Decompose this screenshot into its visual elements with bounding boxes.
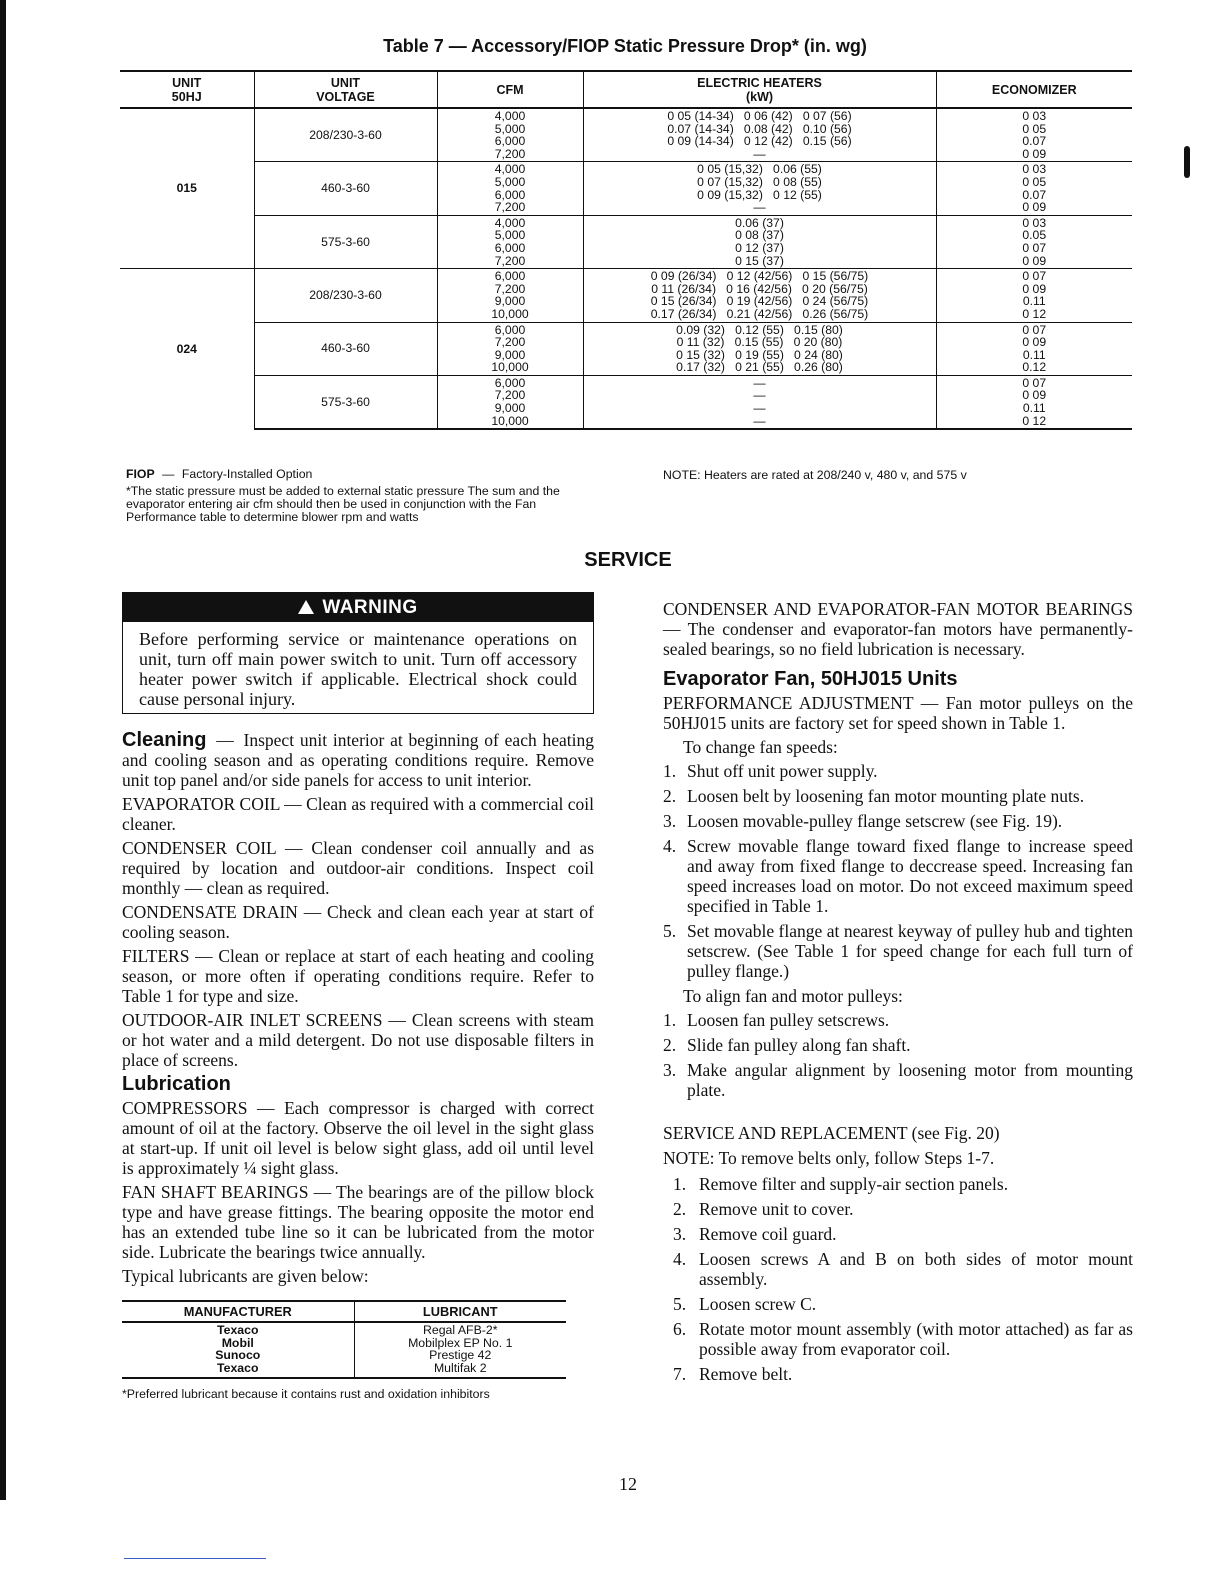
margin-mark — [1184, 146, 1190, 178]
table-row — [120, 269, 1132, 322]
align-step-number: 1. — [663, 1010, 677, 1030]
header-unit: UNIT 50HJ — [120, 71, 254, 108]
economizer-cell-line: 0 09 — [1022, 146, 1047, 161]
service-step-text: Loosen screw C. — [699, 1294, 817, 1314]
cleaning-item-label: CONDENSER COIL — [122, 838, 277, 858]
economizer-cell-line: 0.11 — [1022, 347, 1046, 362]
heaters-cell-line: — — [753, 146, 766, 161]
manufacturer-cell — [122, 1322, 354, 1378]
economizer-cell-line: 0 07 — [1022, 240, 1047, 255]
performance-paragraph: PERFORMANCE ADJUSTMENT — Fan motor pulleys on the 50HJ015 units are factory set for speed shown in Table 1. — [663, 693, 1134, 733]
heaters-cell-line: 0 12 (37) — [735, 240, 784, 255]
service-step-text: Remove filter and supply-air section panels. — [699, 1174, 1009, 1194]
cfm-cell-line: 9,000 — [494, 347, 526, 362]
table-row — [120, 162, 1132, 215]
cleaning-items — [122, 794, 594, 1070]
cfm-cell-line: 10,000 — [491, 413, 529, 428]
cfm-cell-line: 7,200 — [494, 388, 526, 403]
voltage-cell: 208/230-3-60 — [254, 108, 437, 162]
table-row — [120, 108, 1132, 162]
heaters-cell-line: — — [753, 388, 766, 403]
cfm-cell-line: 4,000 — [494, 215, 526, 230]
heaters-cell-line: 0 09 (26/34) 0 12 (42/56) 0 15 (56/75) — [650, 269, 869, 284]
lubrication-item-label: FAN SHAFT BEARINGS — [122, 1182, 309, 1202]
cfm-cell-line: 7,200 — [494, 200, 526, 215]
cfm-cell-line: 6,000 — [494, 322, 526, 337]
cfm-cell-line: 6,000 — [494, 269, 526, 284]
heaters-cell-line: 0.07 (14-34) 0.08 (42) 0.10 (56) — [667, 121, 852, 136]
economizer-cell — [936, 215, 1132, 268]
cleaning-item: CONDENSER COIL — Clean condenser coil annually and as required by location and outdoor-air conditions. Inspect coil monthly — clean as required. — [122, 838, 595, 898]
economizer-cell-line: 0 05 — [1022, 174, 1047, 189]
heaters-cell — [583, 162, 936, 215]
right-column — [663, 599, 1133, 1389]
align-step-text: Slide fan pulley along fan shaft. — [687, 1035, 911, 1055]
unit-model-cell: 024 — [120, 269, 254, 430]
align-intro: To align fan and motor pulleys: — [683, 986, 903, 1006]
change-step-number: 1. — [663, 761, 677, 781]
cleaning-item-label: EVAPORATOR COIL — [122, 794, 280, 814]
cfm-cell — [437, 269, 583, 322]
table7-title: Table 7 — Accessory/FIOP Static Pressure Drop* (in. wg) — [383, 36, 867, 56]
heaters-cell-line: 0 09 (14-34) 0 12 (42) 0.15 (56) — [667, 134, 852, 149]
voltage-cell: 208/230-3-60 — [254, 269, 437, 322]
cfm-cell-line: 10,000 — [491, 306, 529, 321]
service-step-number: 2. — [673, 1199, 687, 1219]
change-step — [663, 761, 1133, 781]
economizer-cell-line: 0 03 — [1022, 109, 1047, 123]
page-number: 12 — [619, 1474, 637, 1494]
change-step-text: Set movable flange at nearest keyway of pulley hub and tighten setscrew. (See Table 1 for speed change for each full turn of pulley flange.) — [687, 921, 1133, 981]
change-step — [663, 836, 1133, 916]
align-step-text: Make angular alignment by loosening motor from mounting plate. — [687, 1060, 1133, 1100]
economizer-cell — [936, 375, 1132, 429]
cfm-cell — [437, 375, 583, 429]
cfm-cell-line: 6,000 — [494, 375, 526, 390]
economizer-cell-line: 0 03 — [1022, 162, 1047, 177]
align-steps — [663, 1010, 1133, 1100]
cleaning-item-label: FILTERS — [122, 946, 190, 966]
heaters-cell-line: — — [753, 375, 766, 390]
lubrication-item-label: COMPRESSORS — [122, 1098, 248, 1118]
change-step-number: 5. — [663, 921, 677, 941]
lubricant-footnote: *Preferred lubricant because it contains rust and oxidation inhibitors — [122, 1387, 490, 1402]
cleaning-intro: Cleaning — Inspect unit interior at beginning of each heating and cooling season and as operating conditions require. Remove unit top panel and/or side panels for access to unit interior. — [122, 729, 594, 790]
heaters-cell — [583, 215, 936, 268]
heaters-cell — [583, 375, 936, 429]
cfm-cell-line: 6,000 — [494, 187, 526, 202]
heaters-cell-line: 0 15 (32) 0 19 (55) 0 24 (80) — [676, 347, 843, 362]
economizer-cell-line: 0 07 — [1022, 269, 1047, 284]
service-step — [663, 1224, 1133, 1244]
header-heaters: ELECTRIC HEATERS (kW) — [583, 71, 936, 108]
service-step — [663, 1174, 1133, 1194]
cfm-cell-line: 6,000 — [494, 240, 526, 255]
warning-triangle-icon — [298, 600, 314, 614]
heaters-cell-line: — — [753, 401, 766, 416]
manufacturer-name: Texaco — [217, 1360, 259, 1375]
cleaning-item: FILTERS — Clean or replace at start of each heating and cooling season, or more often if operating conditions require. Refer to Table 1 for type and size. — [122, 946, 595, 1006]
cleaning-item: OUTDOOR-AIR INLET SCREENS — Clean screens with steam or hot water and a mild detergent. Do not use disposable filters in place of screens. — [122, 1010, 594, 1070]
service-replacement-label: SERVICE AND REPLACEMENT (see Fig. 20) — [663, 1123, 1000, 1143]
economizer-cell — [936, 269, 1132, 322]
change-step-text: Screw movable flange toward fixed flange to increase speed and away from fixed flange to deccrease speed. Increasing fan speed increases load on motor. Do not exceed maximum speed specified in Table 1. — [687, 836, 1133, 916]
cfm-cell-line: 7,200 — [494, 281, 526, 296]
lubrication-items — [122, 1098, 594, 1262]
lubricant-cell — [354, 1322, 566, 1378]
warning-header — [123, 593, 593, 622]
service-step-text: Remove coil guard. — [699, 1224, 837, 1244]
fiop-text: Factory-Installed Option — [181, 467, 313, 481]
economizer-cell — [936, 162, 1132, 215]
change-step-number: 4. — [663, 836, 677, 856]
table-row — [120, 322, 1132, 375]
lubrication-item-text: The bearings are of the pillow block type and have grease fittings. The bearing opposite the motor end has an extended tube line so it can be lubricated from the motor side. Lubricate the bearings twice annually. — [122, 1182, 594, 1262]
heaters-cell — [583, 108, 936, 162]
table-row — [120, 375, 1132, 429]
align-step-number: 2. — [663, 1035, 677, 1055]
lubricant-name: Mobilplex EP No. 1 — [408, 1335, 513, 1350]
economizer-cell-line: 0.05 — [1022, 228, 1047, 243]
cfm-cell-line: 9,000 — [494, 401, 526, 416]
warning-title: WARNING — [322, 597, 418, 618]
cfm-cell-line: 5,000 — [494, 228, 526, 243]
service-step-number: 7. — [673, 1364, 687, 1384]
service-step — [663, 1319, 1133, 1359]
economizer-cell-line: 0.12 — [1022, 360, 1047, 375]
align-step-number: 3. — [663, 1060, 677, 1080]
cfm-cell-line: 7,200 — [494, 253, 526, 268]
table7-footnotes — [126, 468, 606, 524]
manufacturer-name: Mobil — [221, 1335, 254, 1350]
cfm-cell-line: 4,000 — [494, 109, 526, 123]
service-step-number: 5. — [673, 1294, 687, 1314]
voltage-cell: 575-3-60 — [254, 215, 437, 268]
cleaning-item-text: Clean condenser coil annually and as required by location and outdoor-air conditions. Inspect coil monthly — clean as required. — [122, 838, 595, 898]
change-step-text: Loosen belt by loosening fan motor mounting plate nuts. — [687, 786, 1085, 806]
voltage-cell: 460-3-60 — [254, 322, 437, 375]
evaporator-fan-heading: Evaporator Fan, 50HJ015 Units — [663, 668, 958, 690]
cfm-cell — [437, 108, 583, 162]
align-step-text: Loosen fan pulley setscrews. — [687, 1010, 890, 1030]
heaters-cell-line: 0 15 (26/34) 0 19 (42/56) 0 24 (56/75) — [650, 294, 869, 309]
binding-edge — [0, 0, 6, 1500]
economizer-cell-line: 0 12 — [1022, 413, 1047, 428]
heaters-cell-line: 0.17 (32) 0 21 (55) 0.26 (80) — [676, 360, 843, 375]
heaters-cell-line: 0.06 (37) — [735, 215, 784, 230]
cfm-cell — [437, 162, 583, 215]
service-replacement-note: NOTE: To remove belts only, follow Steps 1-7. — [663, 1148, 995, 1168]
header-economizer: ECONOMIZER — [936, 71, 1132, 108]
warning-box — [122, 592, 594, 714]
header-lubricant: LUBRICANT — [354, 1301, 566, 1322]
align-step — [663, 1060, 1133, 1100]
lubrication-item-text: Each compressor is charged with correct amount of oil at the factory. Observe the oil level in the sight glass at start-up. If unit oil level is below sight glass, add oil until level is approximately ¼ sight glass. — [122, 1098, 594, 1178]
manufacturer-name: Sunoco — [215, 1348, 261, 1363]
manufacturer-name: Texaco — [217, 1323, 259, 1338]
left-column — [122, 592, 594, 1404]
economizer-cell — [936, 108, 1132, 162]
service-step — [663, 1199, 1133, 1219]
change-step — [663, 786, 1133, 806]
change-step-number: 3. — [663, 811, 677, 831]
header-manufacturer: MANUFACTURER — [122, 1301, 354, 1322]
service-step-text: Remove unit to cover. — [699, 1199, 854, 1219]
cleaning-item-label: CONDENSATE DRAIN — [122, 902, 298, 922]
warning-text: Before performing service or maintenance operations on unit, turn off main power switch to unit. Turn off accessory heater power switch if applicable. Electrical shock could cause personal injury. — [139, 629, 577, 709]
change-step — [663, 811, 1133, 831]
economizer-cell-line: 0.11 — [1022, 294, 1046, 309]
change-step-text: Loosen movable-pulley flange setscrew (see Fig. 19). — [687, 811, 1063, 831]
heaters-cell-line: 0 11 (26/34) 0 16 (42/56) 0 20 (56/75) — [651, 281, 868, 296]
lubricant-name: Regal AFB-2* — [422, 1323, 498, 1338]
economizer-cell-line: 0 09 — [1022, 388, 1047, 403]
header-cfm: CFM — [437, 71, 583, 108]
header-voltage: UNIT VOLTAGE — [254, 71, 437, 108]
voltage-cell: 460-3-60 — [254, 162, 437, 215]
economizer-cell-line: 0 03 — [1022, 215, 1047, 230]
typical-lubricants-text: Typical lubricants are given below: — [122, 1266, 369, 1286]
cfm-cell-line: 5,000 — [494, 121, 526, 136]
cfm-cell-line: 4,000 — [494, 162, 526, 177]
economizer-cell-line: 0.07 — [1022, 187, 1047, 202]
change-step-number: 2. — [663, 786, 677, 806]
align-step — [663, 1010, 1133, 1030]
cleaning-item-label: OUTDOOR-AIR INLET SCREENS — [122, 1010, 383, 1030]
lubrication-heading: Lubrication — [122, 1073, 231, 1095]
cfm-cell — [437, 215, 583, 268]
change-speed-intro: To change fan speeds: — [683, 737, 838, 757]
heaters-cell-line: 0 05 (14-34) 0 06 (42) 0 07 (56) — [667, 109, 852, 123]
economizer-cell-line: 0 12 — [1022, 306, 1047, 321]
heaters-cell-line: 0 15 (37) — [735, 253, 784, 268]
change-step-text: Shut off unit power supply. — [687, 761, 878, 781]
voltage-cell: 575-3-60 — [254, 375, 437, 429]
service-step-text: Remove belt. — [699, 1364, 793, 1384]
heaters-cell-line: 0.17 (26/34) 0.21 (42/56) 0.26 (56/75) — [650, 306, 869, 321]
table7-footnote: *The static pressure must be added to external static pressure The sum and the evaporator entering air cfm should then be used in conjunction with the Fan Performance table to determine blower rpm and watts — [126, 484, 560, 524]
service-step-number: 1. — [673, 1174, 687, 1194]
fiop-label: FIOP — [126, 467, 155, 481]
cleaning-item: CONDENSATE DRAIN — Check and clean each year at start of cooling season. — [122, 902, 594, 942]
lubricant-name: Multifak 2 — [433, 1360, 487, 1375]
service-step-text: Rotate motor mount assembly (with motor attached) as far as possible away from evaporator coil. — [699, 1319, 1133, 1359]
heaters-cell — [583, 269, 936, 322]
heaters-cell-line: 0 08 (37) — [735, 228, 784, 243]
unit-model-cell: 015 — [176, 181, 197, 196]
lubricant-table — [122, 1300, 566, 1379]
change-speed-steps — [663, 761, 1133, 981]
heaters-cell-line: 0.09 (32) 0.12 (55) 0.15 (80) — [676, 322, 843, 337]
service-step-number: 6. — [673, 1319, 687, 1339]
cleaning-item-text: Clean screens with steam or hot water and a mild detergent. Do not use disposable filters in place of screens. — [122, 1010, 594, 1070]
cfm-cell-line: 10,000 — [491, 360, 529, 375]
service-step — [663, 1249, 1133, 1289]
bottom-rule — [124, 1558, 266, 1559]
cleaning-heading: Cleaning — [122, 729, 207, 751]
align-step — [663, 1035, 1133, 1055]
cleaning-item: EVAPORATOR COIL — Clean as required with a commercial coil cleaner. — [122, 794, 594, 834]
cleaning-item-text: Clean as required with a commercial coil cleaner. — [122, 794, 594, 834]
cfm-cell-line: 9,000 — [494, 294, 526, 309]
heaters-cell-line: 0 11 (32) 0.15 (55) 0 20 (80) — [676, 335, 843, 350]
cfm-cell — [437, 322, 583, 375]
cfm-cell-line: 7,200 — [494, 146, 526, 161]
heaters-cell-line: — — [753, 413, 766, 428]
service-step — [663, 1294, 1133, 1314]
economizer-cell-line: 0 05 — [1022, 121, 1047, 136]
service-step-number: 3. — [673, 1224, 687, 1244]
service-step-number: 4. — [673, 1249, 687, 1269]
cleaning-item-text: Check and clean each year at start of cooling season. — [122, 902, 594, 942]
heaters-cell-line: 0 09 (15,32) 0 12 (55) — [697, 187, 822, 202]
economizer-cell-line: 0 07 — [1022, 375, 1047, 390]
economizer-cell-line: 0 09 — [1022, 281, 1047, 296]
lubricant-name: Prestige 42 — [429, 1348, 492, 1363]
change-step — [663, 921, 1133, 981]
cleaning-item-text: Clean or replace at start of each heating and cooling season, or more often if operating conditions require. Refer to Table 1 for type and size. — [122, 946, 595, 1006]
cfm-cell-line: 6,000 — [494, 134, 526, 149]
economizer-cell-line: 0 09 — [1022, 200, 1047, 215]
economizer-cell-line: 0.11 — [1022, 401, 1046, 416]
cfm-cell-line: 7,200 — [494, 335, 526, 350]
service-replacement-steps — [663, 1174, 1133, 1384]
lubrication-item: FAN SHAFT BEARINGS — The bearings are of the pillow block type and have grease fittings. The bearing opposite the motor end has an extended tube line so it can be lubricated from the motor side. Lubricate the bearings twice annually. — [122, 1182, 594, 1262]
service-step-text: Loosen screws A and B on both sides of motor mount assembly. — [699, 1249, 1133, 1289]
cfm-cell-line: 5,000 — [494, 174, 526, 189]
table7-note: NOTE: Heaters are rated at 208/240 v, 480 v, and 575 v — [663, 468, 967, 482]
fiop-dash: — — [162, 467, 175, 481]
economizer-cell-line: 0 09 — [1022, 335, 1047, 350]
service-step — [663, 1364, 1133, 1384]
economizer-cell-line: 0 07 — [1022, 322, 1047, 337]
economizer-cell — [936, 322, 1132, 375]
heaters-cell-line: 0 07 (15,32) 0 08 (55) — [697, 174, 822, 189]
static-pressure-table — [120, 70, 1132, 430]
heaters-cell-line: 0 05 (15,32) 0.06 (55) — [697, 162, 822, 177]
heaters-cell — [583, 322, 936, 375]
table-row — [120, 215, 1132, 268]
economizer-cell-line: 0 09 — [1022, 253, 1047, 268]
heaters-cell-line: — — [753, 200, 766, 215]
lubrication-item: COMPRESSORS — Each compressor is charged with correct amount of oil at the factory. Observe the oil level in the sight glass at start-up. If unit oil level is below sight glass, add oil until level is approximately ¼ sight glass. — [122, 1098, 594, 1178]
section-heading-service: SERVICE — [584, 549, 672, 571]
economizer-cell-line: 0.07 — [1022, 134, 1047, 149]
bearings-paragraph: CONDENSER AND EVAPORATOR-FAN MOTOR BEARINGS — The condenser and evaporator-fan motors have permanently-sealed bearings, so no field lubrication is necessary. — [663, 599, 1134, 659]
